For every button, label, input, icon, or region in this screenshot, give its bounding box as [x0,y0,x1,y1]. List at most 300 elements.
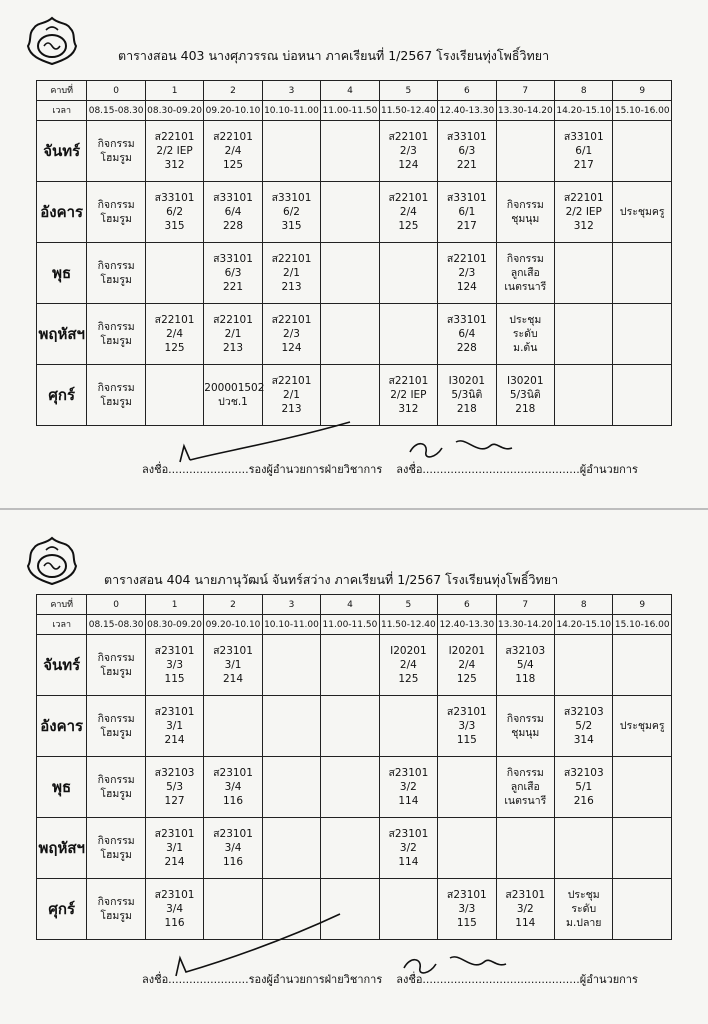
cell-line: 2/4 [166,328,184,340]
schedule-cell [379,182,437,243]
cell-line: 6/2 [283,206,300,218]
schedule-cell [555,182,613,243]
period-number: 1 [145,595,203,615]
cell-line: ส22101 [563,192,604,204]
cell-line: ส23101 [154,645,195,657]
schedule-cell [204,243,262,304]
schedule-cell [555,757,613,818]
schedule-cell [145,757,203,818]
cell-line: ส32103 [154,767,195,779]
period-number: 0 [87,81,145,101]
cell-line: ส22101 [154,314,195,326]
school-emblem-icon [26,16,78,66]
cell-line: 213 [223,342,244,354]
schedule-cell [613,121,672,182]
time-label: เวลา [37,101,87,121]
schedule-cell [87,635,145,696]
period-number: 8 [555,595,613,615]
period-row [37,595,672,615]
time-slot: 11.50-12.40 [379,615,437,635]
period-number: 7 [496,81,554,101]
cell-line: ประชุม [567,889,600,901]
schedule-cell [87,243,145,304]
cell-line: ส22101 [213,131,253,143]
schedule-sheet-404 [0,522,708,1022]
cell-line: 315 [164,220,185,232]
time-slot: 14.20-15.10 [555,615,613,635]
cell-line: ลูกเสือ [510,781,540,793]
period-number: 6 [438,595,496,615]
schedule-cell [555,696,613,757]
timetable [36,80,672,426]
schedule-cell [438,243,496,304]
cell-line: ส33101 [446,131,487,143]
time-slot: 15.10-16.00 [613,615,672,635]
cell-line: ส33101 [154,192,195,204]
schedule-cell [204,757,262,818]
schedule-title: ตารางสอน 404 นายภานุวัฒน์ จันทร์สว่าง ภาคเรียนที่ 1/2567 โรงเรียนทุ่งโพธิ์วิทยา [104,572,559,587]
schedule-cell [555,121,613,182]
schedule-cell [613,696,672,757]
cell-line: 6/4 [458,328,476,340]
period-label: คาบที่ [37,595,87,615]
cell-line: 200001502 [204,382,265,394]
schedule-cell [204,696,262,757]
cell-line: 124 [281,342,302,354]
schedule-cell [145,696,203,757]
schedule-cell [262,757,320,818]
cell-line: ส22101 [388,192,429,204]
schedule-cell [87,696,145,757]
cell-line: ส32103 [563,767,604,779]
time-label: เวลา [37,615,87,635]
schedule-cell [87,182,145,243]
cell-line: ส22101 [271,253,312,265]
cell-line: โฮมรูม [100,666,132,678]
cell-line: 6/1 [458,206,476,218]
cell-line: ปวช.1 [218,396,248,408]
day-label: พุธ [37,757,87,818]
cell-line: ระดับ [512,328,538,340]
time-slot: 13.30-14.20 [496,615,554,635]
cell-line: 5/3นิติ [509,389,541,401]
cell-line: 118 [515,673,536,685]
cell-line: 6/2 [166,206,184,218]
cell-line: 218 [515,403,536,415]
schedule-cell [262,304,320,365]
schedule-cell [87,304,145,365]
cell-line: ส23101 [388,828,429,840]
schedule-cell [204,304,262,365]
cell-line: ม.ปลาย [566,917,602,929]
cell-line: 127 [164,795,185,807]
schedule-cell [496,121,554,182]
cell-line: ชุมนุม [511,213,540,225]
cell-line: 3/4 [166,903,184,915]
deputy-signature-text: ลงชื่อ.......................รองผู้อำนวยการฝ่ายวิชาการ [142,463,383,476]
schedule-cell [321,635,379,696]
cell-line: ส23101 [213,767,253,779]
cell-line: กิจกรรม [506,253,544,265]
cell-line: โฮมรูม [100,152,132,164]
schedule-cell [379,243,437,304]
schedule-cell [555,635,613,696]
schedule-cell [496,635,554,696]
day-row [37,696,672,757]
schedule-cell [321,818,379,879]
cell-line: กิจกรรม [97,774,135,786]
schedule-cell [204,121,262,182]
cell-line: 6/3 [224,267,242,279]
period-number: 1 [145,81,203,101]
cell-line: 3/2 [516,903,534,915]
cell-line: 217 [456,220,477,232]
schedule-cell [145,182,203,243]
day-label: ศุกร์ [37,365,87,426]
schedule-cell [204,635,262,696]
cell-line: 3/4 [224,781,242,793]
cell-line: 228 [456,342,477,354]
cell-line: กิจกรรม [97,138,135,150]
cell-line: ส22101 [388,375,429,387]
schedule-cell [613,304,672,365]
cell-line: 125 [456,673,477,685]
cell-line: 6/4 [224,206,242,218]
schedule-cell [555,243,613,304]
schedule-cell [438,696,496,757]
cell-line: ม.ต้น [513,342,538,354]
period-label: คาบที่ [37,81,87,101]
cell-line: 6/3 [458,145,476,157]
schedule-cell [379,818,437,879]
schedule-title: ตารางสอน 403 นางศุภวรรณ บ่อหนา ภาคเรียนที่ 1/2567 โรงเรียนทุ่งโพธิ์วิทยา [118,48,550,63]
schedule-cell [438,818,496,879]
cell-line: 2/1 [224,328,242,340]
cell-line: ส23101 [154,706,195,718]
cell-line: 2/1 [283,267,300,279]
period-number: 5 [379,595,437,615]
cell-line: ส22101 [271,375,312,387]
cell-line: 214 [164,856,185,868]
schedule-cell [438,182,496,243]
cell-line: 3/2 [399,842,417,854]
cell-line: 221 [456,159,477,171]
day-row [37,121,672,182]
schedule-cell [321,757,379,818]
day-row [37,757,672,818]
cell-line: 217 [573,159,594,171]
schedule-cell [87,879,145,940]
day-label: พุธ [37,243,87,304]
cell-line: 3/3 [458,720,476,732]
cell-line: 115 [456,917,477,929]
schedule-cell [262,696,320,757]
day-label: อังคาร [37,182,87,243]
cell-line: 312 [398,403,419,415]
deputy-signature-text: ลงชื่อ.......................รองผู้อำนวยการฝ่ายวิชาการ [142,973,383,986]
cell-line: กิจกรรม [97,713,135,725]
cell-line: ชุมนุม [511,727,540,739]
cell-line: 214 [223,673,244,685]
cell-line: 5/3 [166,781,184,793]
cell-line: 221 [223,281,244,293]
schedule-cell [321,243,379,304]
cell-line: กิจกรรม [97,260,135,272]
cell-line: 124 [398,159,419,171]
cell-line: กิจกรรม [97,896,135,908]
day-label: จันทร์ [37,121,87,182]
cell-line: ลูกเสือ [510,267,540,279]
time-slot: 14.20-15.10 [555,101,613,121]
timetable [36,594,672,940]
cell-line: 2/1 [283,389,300,401]
schedule-cell [496,304,554,365]
cell-line: 312 [164,159,185,171]
cell-line: I30201 [448,375,486,387]
cell-line: 116 [223,856,244,868]
day-label: จันทร์ [37,635,87,696]
cell-line: 314 [573,734,594,746]
schedule-cell [496,182,554,243]
day-label: อังคาร [37,696,87,757]
cell-line: โฮมรูม [100,849,132,861]
schedule-cell [496,757,554,818]
cell-line: ส23101 [446,706,487,718]
cell-line: ส33101 [271,192,312,204]
cell-line: ส23101 [213,645,253,657]
schedule-cell [555,879,613,940]
cell-line: เนตรนารี [504,281,547,293]
cell-line: 5/3นิติ [451,389,483,401]
cell-line: 5/1 [575,781,593,793]
schedule-cell [613,818,672,879]
cell-line: 5/4 [516,659,534,671]
schedule-cell [379,121,437,182]
cell-line: ประชุม [509,314,542,326]
period-number: 2 [204,595,262,615]
time-slot: 08.30-09.20 [145,615,203,635]
cell-line: 2/4 [224,145,242,157]
schedule-cell [496,696,554,757]
schedule-cell [496,243,554,304]
period-number: 5 [379,81,437,101]
cell-line: ส23101 [154,828,195,840]
schedule-cell [613,757,672,818]
schedule-cell [87,121,145,182]
schedule-cell [496,818,554,879]
cell-line: เนตรนารี [504,795,547,807]
cell-line: 2/4 [458,659,476,671]
cell-line: ส32103 [563,706,604,718]
cell-line: กิจกรรม [506,713,544,725]
time-slot: 11.00-11.50 [321,101,379,121]
period-number: 3 [262,595,320,615]
schedule-cell [262,243,320,304]
cell-line: 3/3 [166,659,184,671]
cell-line: 2/3 [283,328,300,340]
cell-line: 214 [164,734,185,746]
schedule-cell [555,818,613,879]
schedule-cell [262,182,320,243]
day-row [37,635,672,696]
schedule-cell [613,365,672,426]
schedule-cell [321,304,379,365]
cell-line: ส23101 [505,889,546,901]
cell-line: 213 [281,403,302,415]
schedule-cell [204,818,262,879]
cell-line: 312 [573,220,594,232]
cell-line: 218 [456,403,477,415]
time-slot: 11.00-11.50 [321,615,379,635]
cell-line: 114 [398,795,419,807]
cell-line: 2/2 IEP [156,145,193,157]
schedule-cell [321,121,379,182]
cell-line: 2/3 [458,267,476,279]
schedule-cell [262,635,320,696]
period-number: 9 [613,595,672,615]
schedule-cell [87,757,145,818]
cell-line: 115 [164,673,185,685]
cell-line: 2/2 IEP [565,206,602,218]
cell-line: กิจกรรม [506,199,544,211]
cell-line: ส33101 [446,192,487,204]
cell-line: ส23101 [446,889,487,901]
schedule-cell [87,818,145,879]
school-emblem-icon [26,536,78,586]
cell-line: ส22101 [446,253,487,265]
cell-line: 125 [164,342,185,354]
schedule-cell [438,304,496,365]
day-row [37,182,672,243]
time-slot: 15.10-16.00 [613,101,672,121]
cell-line: โฮมรูม [100,910,132,922]
schedule-cell [438,757,496,818]
time-slot: 08.15-08.30 [87,101,145,121]
time-slot: 08.30-09.20 [145,101,203,121]
schedule-cell [145,243,203,304]
cell-line: 125 [223,159,244,171]
time-row [37,101,672,121]
cell-line: ส32103 [505,645,546,657]
period-number: 4 [321,81,379,101]
cell-line: I30201 [507,375,544,387]
cell-line: โฮมรูม [100,213,132,225]
day-row [37,243,672,304]
schedule-cell [262,818,320,879]
cell-line: 216 [573,795,594,807]
cell-line: กิจกรรม [97,199,135,211]
schedule-cell [321,696,379,757]
period-number: 4 [321,595,379,615]
cell-line: ส33101 [213,253,253,265]
cell-line: ส22101 [213,314,253,326]
time-slot: 13.30-14.20 [496,101,554,121]
cell-line: ส22101 [154,131,195,143]
cell-line: 2/2 IEP [390,389,427,401]
time-slot: 09.20-10.10 [204,101,262,121]
time-slot: 12.40-13.30 [438,615,496,635]
cell-line: ส23101 [213,828,253,840]
period-number: 9 [613,81,672,101]
cell-line: I20201 [390,645,427,657]
day-row [37,304,672,365]
cell-line: โฮมรูม [100,396,132,408]
time-slot: 10.10-11.00 [262,101,320,121]
schedule-cell [204,182,262,243]
cell-line: 125 [398,220,419,232]
period-number: 2 [204,81,262,101]
schedule-cell [379,696,437,757]
schedule-cell [613,635,672,696]
schedule-cell [555,365,613,426]
cell-line: 3/3 [458,903,476,915]
schedule-cell [145,635,203,696]
period-number: 3 [262,81,320,101]
schedule-cell [379,757,437,818]
cell-line: โฮมรูม [100,788,132,800]
cell-line: 2/3 [399,145,417,157]
cell-line: กิจกรรม [97,835,135,847]
director-signature-text: ลงชื่อ.............................................ผู้อำนวยการ [396,463,638,476]
schedule-cell [321,182,379,243]
cell-line: ส22101 [271,314,312,326]
period-number: 8 [555,81,613,101]
schedule-cell [145,304,203,365]
cell-line: กิจกรรม [97,321,135,333]
cell-line: 3/2 [399,781,417,793]
cell-line: 2/4 [399,659,417,671]
director-signature-text: ลงชื่อ.............................................ผู้อำนวยการ [396,973,638,986]
cell-line: 114 [515,917,536,929]
schedule-cell [555,304,613,365]
schedule-cell [145,121,203,182]
cell-line: 115 [456,734,477,746]
cell-line: กิจกรรม [97,382,135,394]
cell-line: 125 [398,673,419,685]
schedule-cell [262,121,320,182]
cell-line: 2/4 [399,206,417,218]
cell-line: 3/1 [166,720,184,732]
schedule-cell [438,635,496,696]
schedule-cell [613,243,672,304]
period-number: 0 [87,595,145,615]
cell-line: ประชุมครู [619,720,665,732]
time-row [37,615,672,635]
cell-line: ส33101 [213,192,253,204]
cell-line: ส23101 [154,889,195,901]
cell-line: ระดับ [571,903,597,915]
period-number: 6 [438,81,496,101]
cell-line: 3/4 [224,842,242,854]
time-slot: 10.10-11.00 [262,615,320,635]
cell-line: โฮมรูม [100,727,132,739]
day-label: ศุกร์ [37,879,87,940]
time-slot: 11.50-12.40 [379,101,437,121]
schedule-cell [438,121,496,182]
cell-line: 315 [281,220,302,232]
period-number: 7 [496,595,554,615]
cell-line: ส22101 [388,131,429,143]
cell-line: 213 [281,281,302,293]
cell-line: 5/2 [575,720,593,732]
page-divider [0,508,708,510]
cell-line: กิจกรรม [506,767,544,779]
cell-line: โฮมรูม [100,274,132,286]
cell-line: ส33101 [563,131,604,143]
cell-line: 6/1 [575,145,593,157]
time-slot: 09.20-10.10 [204,615,262,635]
cell-line: ส33101 [446,314,487,326]
